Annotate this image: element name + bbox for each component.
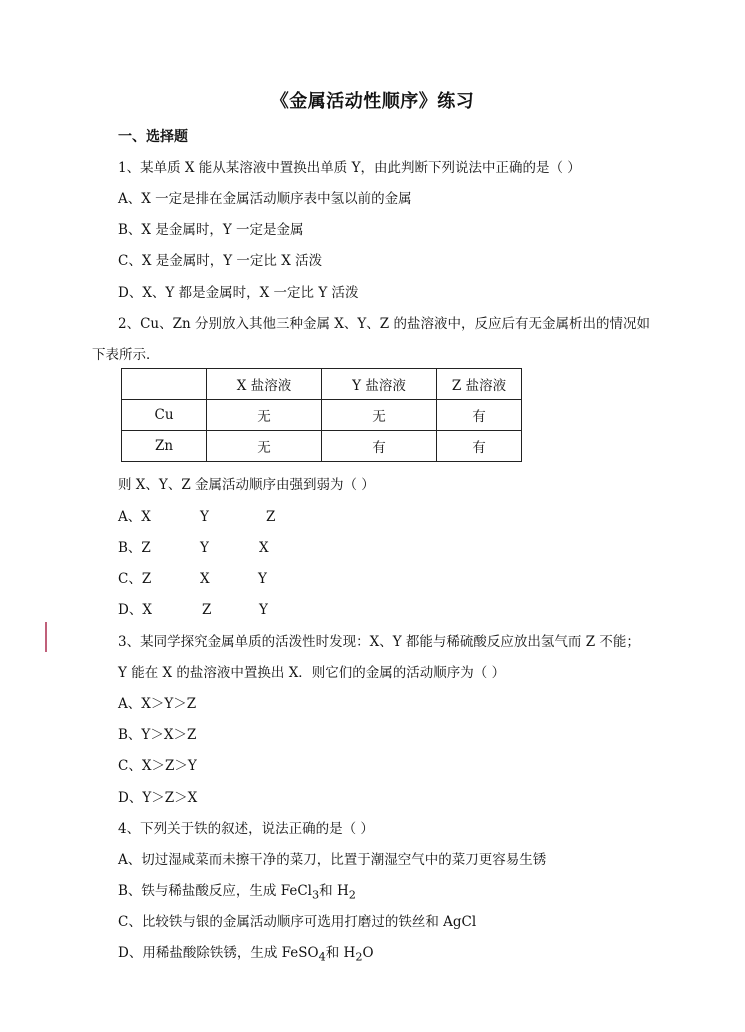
q4-stem: 4、下列关于铁的叙述，说法正确的是（ ） [118, 821, 374, 837]
q4-option-d [118, 941, 374, 964]
q3-stem-line1: 3、某同学探究金属单质的活泼性时发现：X、Y 都能与稀硫酸反应放出氢气而 Z 不能； [118, 634, 640, 650]
option-item: Y [258, 571, 267, 587]
q2-option-c [118, 567, 267, 587]
q1-option-b: B、X 是金属时，Y 一定是金属 [118, 222, 304, 238]
option-item: Y [259, 602, 268, 618]
text-cursor [45, 622, 47, 652]
option-item: X [200, 571, 210, 587]
q1-option-d: D、X、Y 都是金属时，X 一定比 Y 活泼 [118, 285, 359, 301]
subscript: 2 [348, 888, 356, 902]
subscript: 2 [355, 950, 363, 964]
option-item: X [259, 540, 269, 556]
q3-stem-line2: Y 能在 X 的盐溶液中置换出 X．则它们的金属的活动顺序为（ ） [118, 665, 506, 681]
table-header-cell: X 盐溶液 [207, 369, 322, 400]
table-header-cell: Y 盐溶液 [322, 369, 437, 400]
option-label: D、X [118, 602, 152, 618]
table-cell: 有 [437, 431, 522, 462]
table-row [122, 400, 522, 431]
option-text: O [362, 945, 374, 961]
q1-stem: 1、某单质 X 能从某溶液中置换出单质 Y，由此判断下列说法中正确的是（ ） [118, 160, 581, 176]
option-item: Y [200, 509, 209, 525]
table-cell: 有 [437, 400, 522, 431]
table-cell: 有 [322, 431, 437, 462]
option-item: Z [266, 509, 276, 525]
q1-option-a: A、X 一定是排在金属活动顺序表中氢以前的金属 [118, 191, 412, 207]
q2-option-a [118, 505, 275, 525]
q2-stem-line1: 2、Cu、Zn 分别放入其他三种金属 X、Y、Z 的盐溶液中，反应后有无金属析出的情况如 [118, 316, 650, 332]
q3-option-c: C、X＞Z＞Y [118, 758, 197, 774]
subscript: 3 [311, 888, 320, 902]
table-cell: 无 [207, 431, 322, 462]
option-label: B、Z [118, 540, 151, 556]
option-text: B、铁与稀盐酸反应，生成 FeCl [118, 883, 312, 899]
table-header-cell: Z 盐溶液 [437, 369, 522, 400]
q4-option-b [118, 879, 356, 902]
option-text: 和 H [325, 945, 356, 961]
option-item: Z [202, 602, 212, 618]
option-item: Y [200, 540, 209, 556]
table-cell: Cu [122, 400, 207, 431]
section-heading: 一、选择题 [118, 129, 188, 145]
option-label: C、Z [118, 571, 152, 587]
table-header-row [122, 369, 522, 400]
q3-option-d: D、Y＞Z＞X [118, 790, 198, 806]
table-cell: Zn [122, 431, 207, 462]
option-text: D、用稀盐酸除铁锈，生成 FeSO [118, 945, 319, 961]
table-cell: 无 [322, 400, 437, 431]
q3-option-a: A、X＞Y＞Z [118, 696, 197, 712]
option-text: 和 H [319, 883, 349, 899]
q4-option-a: A、切过湿咸菜而未擦干净的菜刀，比置于潮湿空气中的菜刀更容易生锈 [118, 852, 547, 868]
q4-option-c: C、比较铁与银的金属活动顺序可选用打磨过的铁丝和 AgCl [118, 914, 477, 930]
page-title: 《金属活动性顺序》练习 [270, 91, 475, 112]
table-row [122, 431, 522, 462]
q2-table [121, 368, 522, 462]
q2-question: 则 X、Y、Z 金属活动顺序由强到弱为（ ） [118, 477, 375, 493]
table-header-cell [122, 369, 207, 400]
q3-option-b: B、Y＞X＞Z [118, 727, 197, 743]
q2-option-d [118, 598, 268, 618]
q1-option-c: C、X 是金属时，Y 一定比 X 活泼 [118, 253, 323, 269]
subscript: 4 [318, 950, 326, 964]
table-cell: 无 [207, 400, 322, 431]
q2-option-b [118, 536, 269, 556]
q2-stem-line2: 下表所示． [92, 347, 160, 363]
option-label: A、X [118, 509, 151, 525]
